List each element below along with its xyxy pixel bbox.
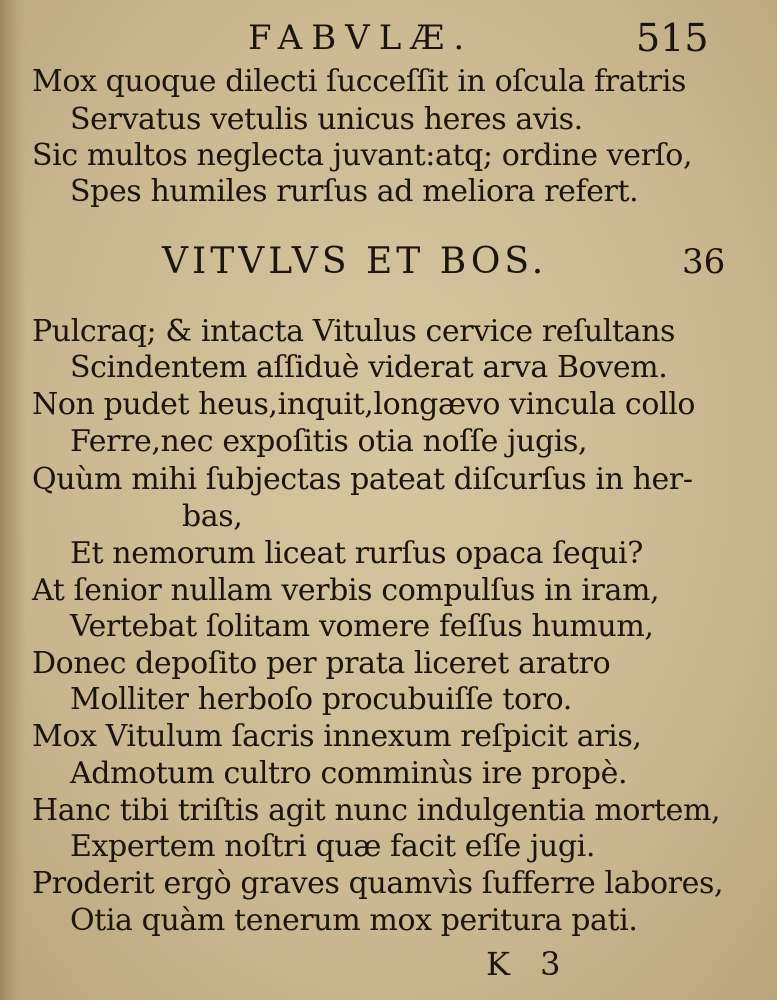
verse-line: Mox Vitulum ſacris innexum reſpicit aris, bbox=[32, 719, 642, 754]
verse-line: Hanc tibi triſtis agit nunc indulgentia mortem, bbox=[32, 793, 721, 828]
verse-line: Otia quàm tenerum mox peritura pati. bbox=[70, 903, 638, 938]
verse-line: Expertem noſtri quæ facit eſſe jugi. bbox=[70, 829, 595, 864]
verse-line: Vertebat ſolitam vomere feſſus humum, bbox=[70, 609, 654, 644]
verse-line: Servatus vetulis unicus heres avis. bbox=[70, 102, 583, 137]
verse-line: Non pudet heus,inquit,longævo vincula collo bbox=[32, 387, 696, 422]
verse-line: Mox quoque dilecti ſucceſſit in oſcula fratris bbox=[32, 64, 687, 99]
verse-line: Proderit ergò graves quamvìs ſufferre labores, bbox=[32, 866, 724, 901]
page-number: 515 bbox=[636, 16, 709, 60]
verse-line: Molliter herboſo procubuiſſe toro. bbox=[70, 682, 572, 717]
signature-mark: K 3 bbox=[486, 945, 571, 983]
verse-line: Quùm mihi ſubjectas pateat diſcurſus in her- bbox=[32, 462, 693, 497]
verse-line: Ferre,nec expoſitis otia noſſe jugis, bbox=[70, 424, 588, 459]
verse-line: Donec depoſito per prata liceret aratro bbox=[32, 646, 611, 681]
verse-line: At ſenior nullam verbis compulſus in iram, bbox=[32, 573, 660, 608]
running-title: FABVLÆ. bbox=[248, 18, 474, 58]
verse-line: Pulcraq; & intacta Vitulus cervice reſultans bbox=[32, 314, 676, 349]
binding-gutter-shadow bbox=[0, 0, 26, 1000]
verse-line: bas, bbox=[182, 499, 243, 534]
verse-line: Sic multos neglecta juvant:atq; ordine verſo, bbox=[32, 138, 693, 173]
verse-line: Spes humiles rurſus ad meliora refert. bbox=[70, 174, 639, 209]
verse-line: Admotum cultro comminùs ire propè. bbox=[70, 756, 628, 791]
verse-line: Scindentem aſſiduè viderat arva Bovem. bbox=[70, 350, 668, 385]
fable-title: VITVLVS ET BOS. bbox=[162, 241, 548, 282]
verse-line: Et nemorum liceat rurſus opaca ſequi? bbox=[70, 536, 643, 571]
fable-number: 36 bbox=[682, 242, 726, 282]
